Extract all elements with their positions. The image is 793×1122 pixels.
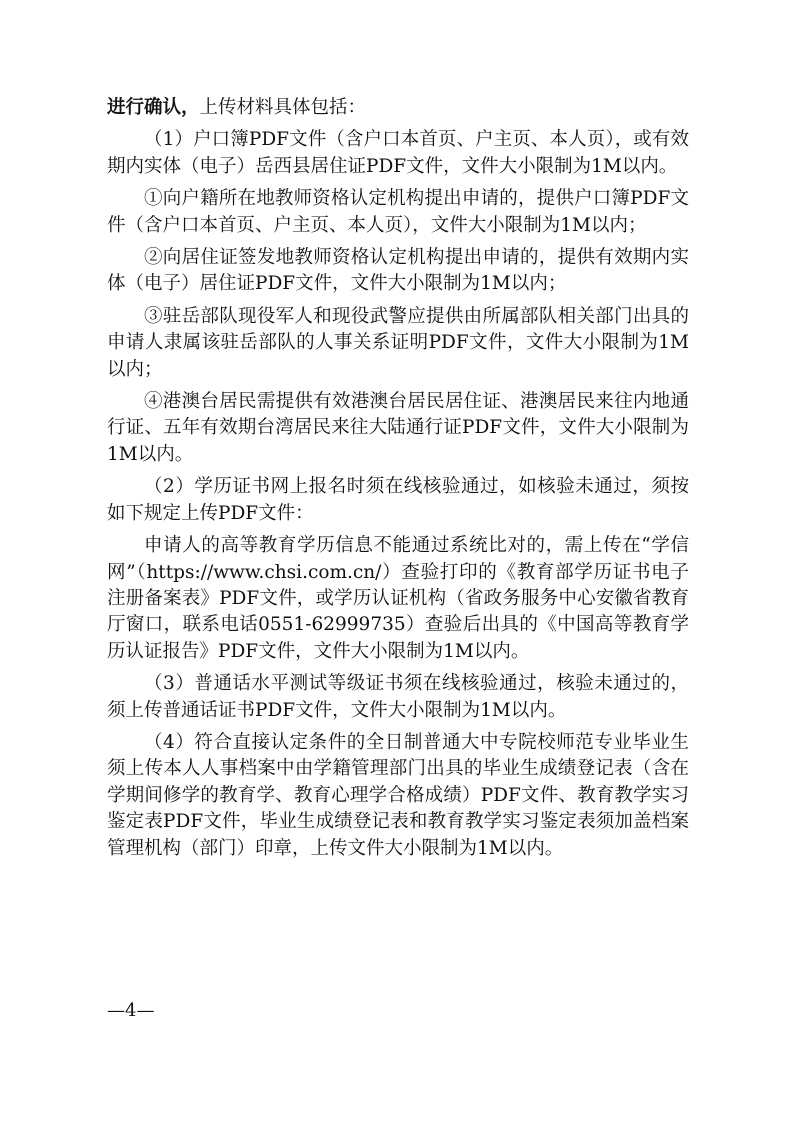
paragraph-diploma-detail: 申请人的高等教育学历信息不能通过系统比对的，需上传在“学信网”（https://www.chsi.com.cn/）查验打印的《教育部学历证书电子注册备案表》PDF文件，或学历认证机构（省政务服务中心安徽省教育厅窗口，联系电话0551-62999735）查验后出具的《中国高等教育学历认证报告》PDF文件，文件大小限制为1M以内。 [107, 535, 689, 662]
paragraph-item-1: ①向户籍所在地教师资格认定机构提出申请的，提供户口簿PDF文件（含户口本首页、户主页、本人页），文件大小限制为1M以内； [107, 188, 689, 236]
paragraph-item-2: ②向居住证签发地教师资格认定机构提出申请的，提供有效期内实体（电子）居住证PDF文件，文件大小限制为1M以内； [107, 247, 689, 295]
document-body [107, 95, 689, 862]
intro-line [107, 95, 689, 121]
intro-text: 上传材料具体包括： [199, 97, 367, 118]
paragraph-diploma: （2）学历证书网上报名时须在线核验通过，如核验未通过，须按如下规定上传PDF文件： [107, 476, 689, 524]
paragraph-mandarin: （3）普通话水平测试等级证书须在线核验通过，核验未通过的，须上传普通话证书PDF文件，文件大小限制为1M以内。 [107, 673, 689, 721]
paragraph-item-3: ③驻岳部队现役军人和现役武警应提供由所属部队相关部门出具的申请人隶属该驻岳部队的人事关系证明PDF文件，文件大小限制为1M以内； [107, 305, 689, 380]
intro-bold-text: 进行确认， [107, 97, 200, 118]
paragraph-graduates: （4）符合直接认定条件的全日制普通大中专院校师范专业毕业生须上传本人人事档案中由学籍管理部门出具的毕业生成绩登记表（含在学期间修学的教育学、教育心理学合格成绩）PDF文件、教育教学实习鉴定表PDF文件，毕业生成绩登记表和教育教学实习鉴定表须加盖档案管理机构（部门）印章，上传文件大小限制为1M以内。 [107, 731, 689, 859]
paragraph-household-register: （1）户口簿PDF文件（含户口本首页、户主页、本人页），或有效期内实体（电子）岳西县居住证PDF文件，文件大小限制为1M以内。 [107, 129, 689, 177]
page-number: —4— [107, 1000, 155, 1021]
paragraph-item-4: ④港澳台居民需提供有效港澳台居民居住证、港澳居民来往内地通行证、五年有效期台湾居民来往大陆通行证PDF文件，文件大小限制为1M以内。 [107, 391, 689, 465]
